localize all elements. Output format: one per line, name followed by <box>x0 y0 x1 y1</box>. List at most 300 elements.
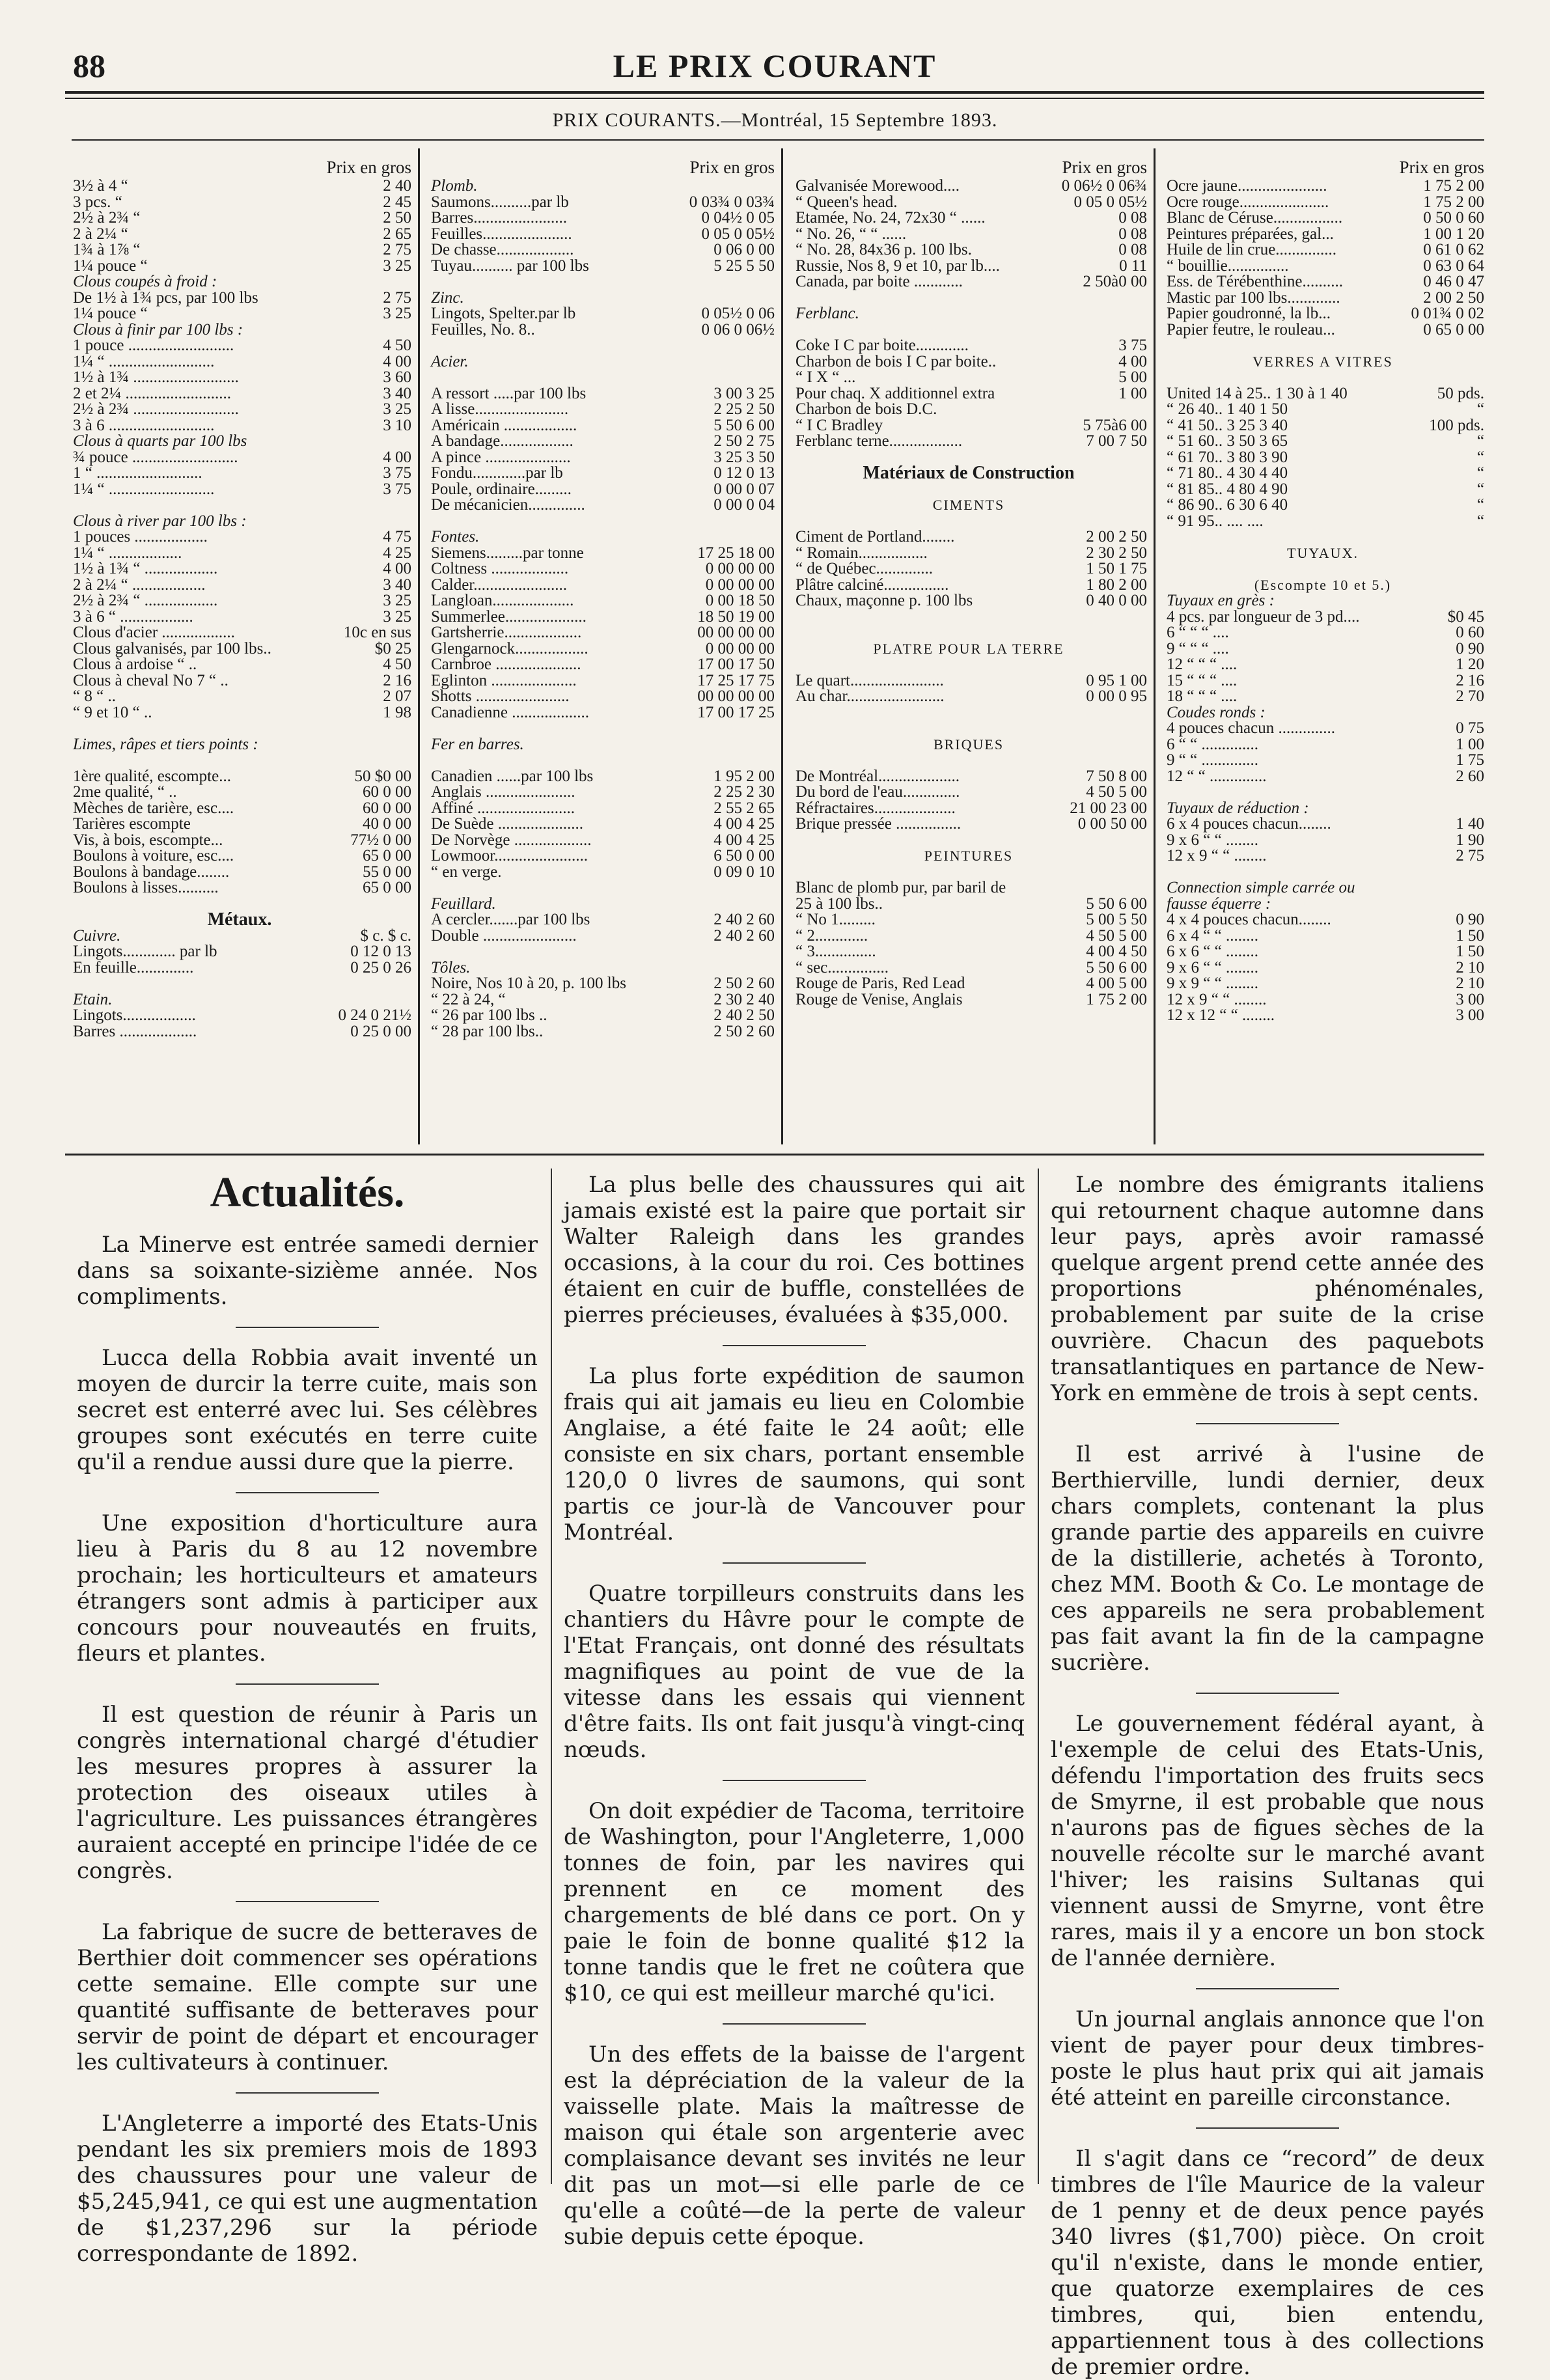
price-row <box>73 593 411 609</box>
price-row <box>796 418 1147 434</box>
price-row <box>431 306 775 322</box>
price-item-value: 0 08 <box>1118 225 1147 243</box>
price-item-label: 3½ à 4 “ <box>73 177 128 195</box>
spacer-row <box>796 625 1147 641</box>
price-item-value: 0 90 <box>1456 911 1484 928</box>
price-item-label: Etain. <box>73 990 113 1008</box>
price-item-label: “ 86 90.. 6 30 6 40 <box>1167 496 1288 514</box>
price-row <box>796 354 1147 370</box>
price-item-value: 3 00 <box>1456 990 1484 1008</box>
price-row <box>73 306 411 322</box>
price-row <box>73 816 411 833</box>
price-item-value: 77½ 0 00 <box>350 831 411 849</box>
spacer-row <box>1167 370 1484 386</box>
price-item-label: “ 8 “ .. <box>73 687 116 705</box>
price-item-value: 60 0 00 <box>363 799 411 817</box>
price-section-heading <box>1167 705 1484 721</box>
price-item-label: De Suède ..................... <box>431 815 583 833</box>
price-row <box>1167 992 1484 1008</box>
price-row <box>1167 833 1484 849</box>
column-divider <box>418 148 420 1144</box>
price-item-value: 4 75 <box>383 528 411 546</box>
price-item-label: ¾ pouce .......................... <box>73 448 238 466</box>
price-row <box>73 657 411 673</box>
article-separator <box>236 1327 379 1328</box>
price-row <box>1167 816 1484 833</box>
price-item-label: De 1½ à 1¾ pcs, par 100 lbs <box>73 288 258 307</box>
price-item-label: Eglinton ..................... <box>431 671 577 689</box>
price-item-value: 2 00 2 50 <box>1423 288 1484 307</box>
article-separator <box>236 1683 379 1685</box>
price-item-label: “ 28 par 100 lbs.. <box>431 1022 544 1040</box>
price-row <box>796 769 1147 785</box>
news-article: On doit expédier de Tacoma, territoire de Washington, pour l'Angleterre, 1,000 tonnes de foin, par les navires qui prennent en ce moment des chargements de blé dans ce port. On y paie le foin de bonne qualité $12 la tonne tandis que le fret ne coûtera que $10, ce qui est meilleur marché qu'ici. <box>564 1798 1025 2006</box>
price-item-value: 1 80 2 00 <box>1086 575 1147 594</box>
price-row <box>796 912 1147 928</box>
price-item-value: 0 01¾ 0 02 <box>1411 305 1484 322</box>
price-item-value: 3 25 <box>383 400 411 418</box>
price-item-label: “ 71 80.. 4 30 4 40 <box>1167 464 1288 482</box>
price-item-value: 0 46 0 47 <box>1423 273 1484 290</box>
price-section-heading <box>73 992 411 1008</box>
price-row <box>431 482 775 498</box>
price-item-label: 1½ à 1¾ “ .................. <box>73 560 218 577</box>
price-item-label: 9 “ “ “ .... <box>1167 639 1229 657</box>
price-item-value: 0 00 50 00 <box>1077 815 1147 833</box>
price-row <box>73 450 411 466</box>
price-item-label: Glengarnock.................. <box>431 639 588 657</box>
price-item-value: 2 25 2 30 <box>713 783 775 801</box>
price-row <box>796 227 1147 243</box>
price-item-value: 3 00 <box>1456 1006 1484 1024</box>
price-row <box>431 928 775 945</box>
price-item-label: Plâtre calciné................ <box>796 575 949 594</box>
price-row <box>796 944 1147 960</box>
price-item-label: Coltness ................... <box>431 560 569 577</box>
price-item-label: Ess. de Térébenthine.......... <box>1167 273 1343 290</box>
price-item-value: 2 50 <box>383 209 411 227</box>
price-item-label: PEINTURES <box>924 848 1014 864</box>
price-item-label: 4 pcs. par longueur de 3 pd.... <box>1167 607 1360 626</box>
price-item-label: Acier. <box>431 352 469 370</box>
price-item-value: 3 25 <box>383 256 411 275</box>
price-section-heading <box>73 322 411 339</box>
price-row <box>796 992 1147 1008</box>
price-item-value: 5 50 6 00 <box>713 416 775 434</box>
price-row <box>1167 737 1484 753</box>
price-item-value: 2 40 2 50 <box>713 1006 775 1024</box>
price-row <box>796 434 1147 450</box>
price-item-label: 1½ à 1¾ .......................... <box>73 368 239 386</box>
price-row <box>73 402 411 418</box>
price-item-label: “ 3............... <box>796 943 876 960</box>
price-item-label: Ferblanc terne.................. <box>796 432 963 450</box>
spacer-row <box>796 753 1147 769</box>
price-row <box>796 960 1147 976</box>
price-row <box>431 641 775 657</box>
price-item-label: “ I X “ ... <box>796 368 856 386</box>
price-item-label: Feuillard. <box>431 894 496 913</box>
price-item-value: 4 50 5 00 <box>1086 783 1147 801</box>
price-item-value: 5 75à6 00 <box>1083 416 1147 434</box>
price-section-heading <box>796 497 1147 514</box>
price-row <box>1167 609 1484 626</box>
price-item-label: Charbon de bois D.C. <box>796 400 937 418</box>
price-item-label: “ 91 95.. .... .... <box>1167 512 1264 530</box>
price-row <box>796 976 1147 992</box>
price-item-label: Matériaux de Construction <box>863 463 1075 483</box>
price-row <box>431 386 775 402</box>
price-item-label: 2½ à 2¾ .......................... <box>73 400 239 418</box>
price-item-label: Barres....................... <box>431 209 567 227</box>
price-item-label: Connection simple carrée ou <box>1167 879 1355 896</box>
price-item-label: Cuivre. <box>73 926 121 945</box>
price-row <box>1167 227 1484 243</box>
price-item-label: 2 à 2¼ “ .................. <box>73 575 206 594</box>
price-row <box>431 689 775 705</box>
price-item-label: Anglais ...................... <box>431 783 575 801</box>
price-item-value: 4 50 5 00 <box>1086 926 1147 945</box>
price-item-label: 2½ à 2¾ “ <box>73 209 141 227</box>
price-item-label: Feuilles, No. 8.. <box>431 320 535 339</box>
price-item-value: 0 63 0 64 <box>1423 256 1484 275</box>
price-column-building-materials <box>796 156 1147 1139</box>
price-row <box>796 816 1147 833</box>
price-row <box>431 657 775 673</box>
news-article: Une exposition d'horticulture aura lieu à Paris du 8 au 12 novembre prochain; les horticulteurs et amateurs étrangers sont admis à participer aux concours pour nouveautés en fruits, fleurs et plantes. <box>77 1510 538 1667</box>
price-column-hardware <box>73 156 411 1139</box>
price-section-heading <box>1167 896 1484 913</box>
article-separator <box>1196 1423 1339 1424</box>
price-item-value: 0 08 <box>1118 241 1147 258</box>
price-item-label: Lowmoor....................... <box>431 847 588 865</box>
price-item-value: 7 50 8 00 <box>1086 767 1147 785</box>
price-item-label: 3 à 6 “ .................. <box>73 607 193 626</box>
news-article: Il est question de réunir à Paris un congrès international chargé d'étudier les mesures propres à assurer la protection des oiseaux utiles à l'agriculture. Les puissances étrangères auraient accepté en principe l'idée de ce congrès. <box>77 1702 538 1884</box>
price-row <box>431 609 775 626</box>
spacer-row <box>796 833 1147 849</box>
price-item-value: 2 30 2 40 <box>713 990 775 1008</box>
price-item-label: United 14 à 25.. 1 30 à 1 40 <box>1167 384 1348 402</box>
price-row <box>431 848 775 865</box>
price-item-value: 0 09 0 10 <box>713 863 775 881</box>
price-item-label: Lingots, Spelter.par lb <box>431 305 576 322</box>
price-row <box>431 561 775 577</box>
price-item-label: Ferblanc. <box>796 305 859 322</box>
price-section-heading <box>73 514 411 530</box>
price-row <box>1167 322 1484 339</box>
price-item-value: 0 12 0 13 <box>713 464 775 482</box>
price-item-label: “ bouillie............... <box>1167 256 1289 275</box>
price-item-value: 5 00 <box>1118 368 1147 386</box>
page-number: 88 <box>73 48 105 84</box>
news-article: Quatre torpilleurs construits dans les chantiers du Hâvre pour le compte de l'Etat Français, ont donné des résultats magnifiques au point de vue de la vitesse dans les essais qui viennent d'être faits. Ils ont fait jusqu'à vingt-cinq nœuds. <box>564 1581 1025 1763</box>
price-item-value: 50 pds. <box>1437 384 1484 402</box>
price-row <box>796 880 1147 896</box>
price-item-value: 0 25 0 00 <box>350 1022 411 1040</box>
price-item-label: “ Romain................. <box>796 544 928 562</box>
price-item-value: 0 65 0 00 <box>1423 320 1484 339</box>
price-row <box>431 784 775 801</box>
price-item-label: “ No. 28, 84x36 p. 100 lbs. <box>796 241 972 258</box>
price-row <box>1167 641 1484 657</box>
price-row <box>73 354 411 370</box>
price-item-label: De chasse................... <box>431 241 574 258</box>
price-item-label: Tuyau.......... par 100 lbs <box>431 256 589 275</box>
price-item-label: “ 9 et 10 “ .. <box>73 703 152 721</box>
price-item-label: Clous à river par 100 lbs : <box>73 512 247 530</box>
price-row <box>1167 625 1484 641</box>
price-item-value: 17 00 17 25 <box>697 703 775 721</box>
price-row <box>73 944 411 960</box>
price-item-label: 9 x 9 “ “ ........ <box>1167 975 1258 992</box>
price-item-value: 1 20 <box>1456 656 1484 673</box>
price-row <box>73 769 411 785</box>
spacer-row <box>431 721 775 737</box>
price-item-label: De Norvège ................... <box>431 831 592 849</box>
price-item-value: 4 00 <box>383 352 411 370</box>
price-item-value: 65 0 00 <box>363 879 411 896</box>
price-item-label: Canada, par boite ............ <box>796 273 963 290</box>
news-column-2 <box>564 1172 1025 2250</box>
price-item-label: En feuille.............. <box>73 958 194 976</box>
price-row <box>796 386 1147 402</box>
price-row <box>73 833 411 849</box>
price-item-value: 5 00 5 50 <box>1086 911 1147 928</box>
price-item-value: 2 40 2 60 <box>713 911 775 928</box>
price-item-label: BRIQUES <box>933 736 1004 753</box>
spacer-row <box>431 338 775 354</box>
price-section-heading <box>73 909 411 930</box>
price-item-value: 0 60 <box>1456 624 1484 641</box>
price-item-label: Siemens.........par tonne <box>431 544 584 562</box>
price-row <box>73 641 411 657</box>
price-section-heading <box>431 960 775 976</box>
price-item-label: Charbon de bois I C par boite.. <box>796 352 997 370</box>
price-row <box>431 402 775 418</box>
price-item-value: 2 70 <box>1456 687 1484 705</box>
price-item-label: 9 x 6 “ “ ........ <box>1167 958 1258 976</box>
price-row <box>796 258 1147 275</box>
price-section-heading <box>796 737 1147 753</box>
spacer-row <box>431 944 775 960</box>
price-item-value: 1 40 <box>1456 815 1484 833</box>
price-row <box>796 178 1147 195</box>
price-item-label: Langloan.................... <box>431 592 574 609</box>
price-item-value: 3 25 <box>383 607 411 626</box>
news-article: La plus forte expédition de saumon frais qui ait jamais eu lieu en Colombie Anglaise, a été faite le 24 août; elle consiste en six chars, portant ensemble 120,0 0 livres de saumons, qui sont partis ce jour-là de Vancouver pour Montréal. <box>564 1363 1025 1545</box>
price-item-label: A pince ..................... <box>431 448 571 466</box>
price-item-label: Clous d'acier .................. <box>73 624 235 641</box>
price-row <box>796 529 1147 546</box>
price-row <box>73 465 411 482</box>
price-item-value: 2 16 <box>383 671 411 689</box>
price-row <box>1167 497 1484 514</box>
news-article: L'Angleterre a importé des Etats-Unis pendant les six premiers mois de 1893 des chaussures pour une valeur de $5,245,941, ce qui est une augmentation de $1,237,296 sur la période correspondante de 1892. <box>77 2110 538 2267</box>
price-item-label: Double ....................... <box>431 926 577 945</box>
price-item-value: 2 55 2 65 <box>713 799 775 817</box>
price-row <box>796 210 1147 227</box>
price-item-label: Tôles. <box>431 958 471 976</box>
price-item-label: 6 x 4 “ “ ........ <box>1167 926 1258 945</box>
price-item-value: 0 06½ 0 06¾ <box>1061 177 1147 195</box>
price-row <box>431 546 775 562</box>
price-item-value: 2 65 <box>383 225 411 243</box>
price-row <box>1167 944 1484 960</box>
price-row <box>431 434 775 450</box>
price-item-value: 0 00 18 50 <box>705 592 775 609</box>
price-row <box>1167 1008 1484 1024</box>
price-item-value: 0 40 0 00 <box>1086 592 1147 609</box>
price-item-value: 1 75 2 00 <box>1423 177 1484 195</box>
news-article: Il s'agit dans ce “record” de deux timbres de l'île Maurice de la valeur de 1 penny et de deux pence payés 340 livres ($1,700) pièce. On croit qu'il n'existe, dans le monde entier, que quatorze exemplaires de ces timbres, qui, bien entendu, appartiennent tous à des collections de premier ordre. <box>1051 2146 1484 2380</box>
price-row <box>431 769 775 785</box>
price-item-label: Boulons à voiture, esc.... <box>73 847 234 865</box>
price-item-label: Mastic par 100 lbs............. <box>1167 288 1340 307</box>
price-item-value: 2 75 <box>383 241 411 258</box>
price-item-label: 9 x 6 “ “ ........ <box>1167 831 1258 849</box>
price-item-value: 2 16 <box>1456 671 1484 689</box>
price-item-value: 0 00 00 00 <box>705 560 775 577</box>
price-row <box>431 322 775 339</box>
price-row <box>431 593 775 609</box>
price-section-heading <box>431 896 775 913</box>
price-item-label: “ No 1......... <box>796 911 876 928</box>
price-item-label: 1 pouce .......................... <box>73 337 234 354</box>
price-item-label: Limes, râpes et tiers points : <box>73 735 258 753</box>
news-article: La plus belle des chaussures qui ait jamais existé est la paire que portait sir Walter Raleigh dans les grandes occasions, à la cour du roi. Ces bottines étaient en cuir de buffle, constellées de pierres précieuses, évaluées à $35,000. <box>564 1172 1025 1328</box>
price-item-value: 2 25 2 50 <box>713 400 775 418</box>
spacer-row <box>1167 784 1484 801</box>
article-separator <box>1196 2127 1339 2129</box>
price-item-value: 4 00 4 25 <box>713 815 775 833</box>
price-row <box>73 338 411 354</box>
price-row <box>796 673 1147 689</box>
prices-heading-rule <box>72 139 1484 141</box>
price-item-value: 100 pds. <box>1429 416 1484 434</box>
price-item-value: 00 00 00 00 <box>697 687 775 705</box>
price-item-label: Zinc. <box>431 288 464 307</box>
price-row <box>796 242 1147 258</box>
price-item-label: 1¾ à 1⅞ “ <box>73 241 141 258</box>
price-row <box>1167 434 1484 450</box>
price-item-label: Gartsherrie................... <box>431 624 582 641</box>
price-section-heading <box>1167 354 1484 370</box>
price-row <box>1167 178 1484 195</box>
price-item-label: Clous à finir par 100 lbs : <box>73 320 243 339</box>
price-item-value: 2 10 <box>1456 975 1484 992</box>
news-article: La fabrique de sucre de betteraves de Berthier doit commencer ses opérations cette semaine. Elle compte sur une quantité suffisante de betteraves pour servir de point de départ et encourager les cultivateurs à continuer. <box>77 1919 538 2075</box>
price-item-label: 1¼ “ .......................... <box>73 480 215 498</box>
price-item-label: Calder....................... <box>431 575 568 594</box>
price-item-value: 2 00 2 50 <box>1086 528 1147 546</box>
price-row <box>73 210 411 227</box>
price-item-label: Canadien ......par 100 lbs <box>431 767 594 785</box>
price-row <box>431 865 775 881</box>
price-item-label: Huile de lin crue............... <box>1167 241 1337 258</box>
price-item-value: 0 04½ 0 05 <box>701 209 775 227</box>
price-item-value: 4 25 <box>383 544 411 562</box>
price-item-label: 1¼ pouce “ <box>73 305 148 322</box>
price-item-value: 0 61 0 62 <box>1423 241 1484 258</box>
price-row <box>73 1024 411 1040</box>
price-item-label: Blanc de plomb pur, par baril de <box>796 879 1006 896</box>
price-row <box>1167 450 1484 466</box>
price-item-label: Tuyaux de réduction : <box>1167 799 1309 817</box>
price-item-label: Blanc de Céruse................. <box>1167 209 1343 227</box>
price-item-value: 10c en sus <box>343 624 411 641</box>
spacer-row <box>796 290 1147 307</box>
price-item-value: 2 60 <box>1456 767 1484 785</box>
price-item-value: 18 50 19 00 <box>697 607 775 626</box>
price-item-label: Boulons à bandage........ <box>73 863 230 881</box>
price-row <box>73 290 411 307</box>
price-row <box>796 274 1147 290</box>
price-item-label: Pour chaq. X additionnel extra <box>796 384 995 402</box>
spacer-row <box>796 721 1147 737</box>
price-row <box>73 609 411 626</box>
price-item-value: 0 03¾ 0 03¾ <box>689 193 775 211</box>
price-item-label: “ 61 70.. 3 80 3 90 <box>1167 448 1288 466</box>
price-section-heading <box>73 737 411 753</box>
price-item-value: 2 40 2 60 <box>713 926 775 945</box>
price-row <box>73 689 411 705</box>
spacer-row <box>796 514 1147 530</box>
price-item-value: “ <box>1476 512 1484 530</box>
spacer-row <box>796 865 1147 881</box>
price-item-value: “ <box>1476 496 1484 514</box>
news-article: Un journal anglais annonce que l'on vient de payer pour deux timbres-poste le plus haut prix qui ait jamais été atteint en pareille circonstance. <box>1051 2006 1484 2110</box>
price-item-value: 55 0 00 <box>363 863 411 881</box>
spacer-row <box>1167 338 1484 354</box>
price-item-value: 3 25 <box>383 592 411 609</box>
price-item-label: 3 à 6 .......................... <box>73 416 215 434</box>
price-item-value: 4 00 <box>1118 352 1147 370</box>
price-row <box>431 242 775 258</box>
price-item-value: 1 95 2 00 <box>713 767 775 785</box>
price-item-label: Etamée, No. 24, 72x30 “ ...... <box>796 209 986 227</box>
price-row <box>1167 514 1484 530</box>
price-item-label: Noire, Nos 10 à 20, p. 100 lbs <box>431 975 626 992</box>
price-item-value: 1 50 <box>1456 943 1484 960</box>
price-column-header: Prix en gros <box>326 158 411 177</box>
price-section-heading <box>796 306 1147 322</box>
price-row <box>431 195 775 211</box>
price-item-value: 1 75 2 00 <box>1086 990 1147 1008</box>
price-item-label: Summerlee.................... <box>431 607 587 626</box>
news-title: Actualités. <box>210 1169 405 1216</box>
price-row <box>1167 465 1484 482</box>
spacer-row <box>1167 561 1484 577</box>
price-item-label: 18 “ “ “ .... <box>1167 687 1238 705</box>
price-section-heading <box>73 928 411 945</box>
price-item-value: 0 12 0 13 <box>350 943 411 960</box>
price-item-value: $ c. $ c. <box>360 926 411 945</box>
spacer-row <box>73 721 411 737</box>
price-row <box>73 625 411 641</box>
price-item-value: 3 25 <box>383 305 411 322</box>
price-item-value: 2 10 <box>1456 958 1484 976</box>
price-row <box>796 546 1147 562</box>
price-item-label: Du bord de l'eau.............. <box>796 783 960 801</box>
price-item-value: 17 25 18 00 <box>697 544 775 562</box>
price-row <box>431 912 775 928</box>
price-item-value: 1 00 <box>1456 735 1484 753</box>
price-row <box>1167 689 1484 705</box>
article-separator <box>1196 1988 1339 1989</box>
price-item-value: “ <box>1476 432 1484 450</box>
price-section-heading <box>1167 546 1484 562</box>
